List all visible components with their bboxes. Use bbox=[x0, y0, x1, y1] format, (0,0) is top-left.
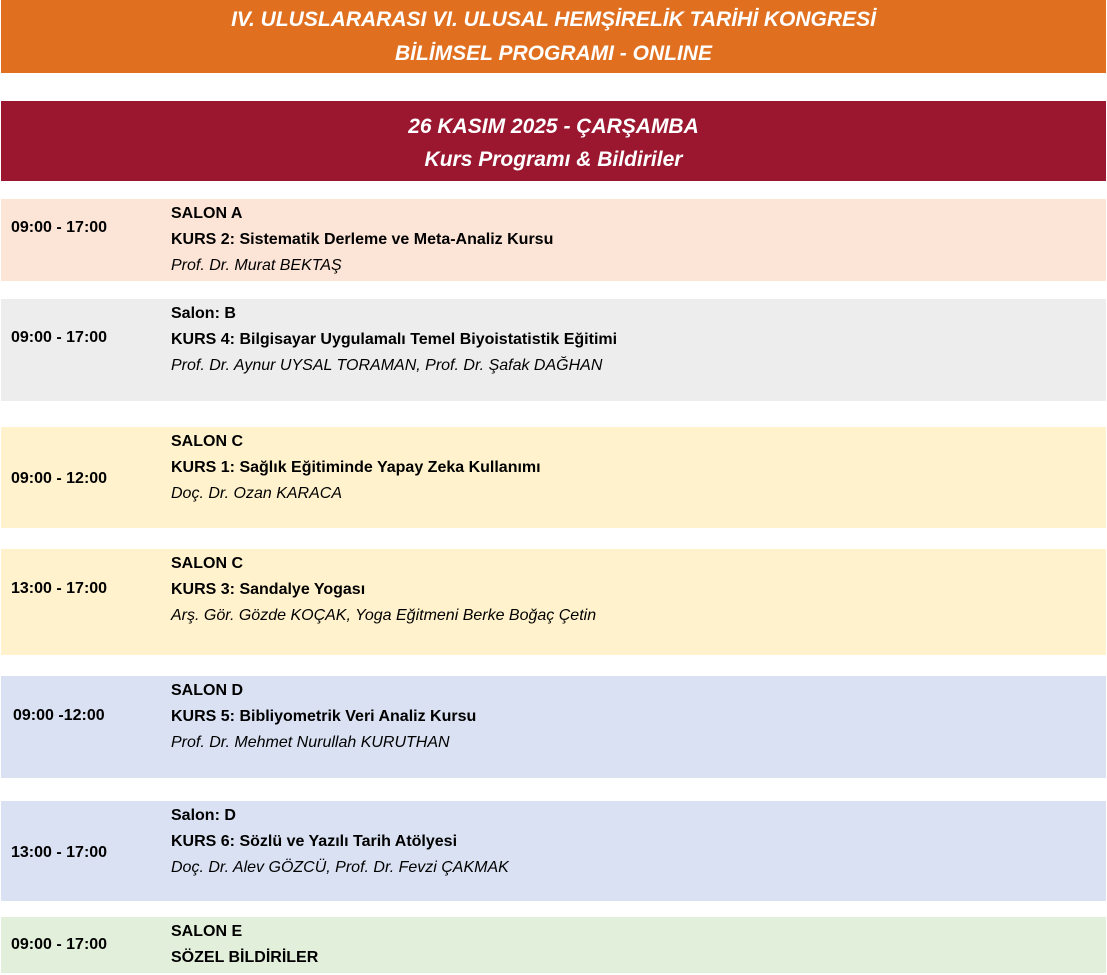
session-course: SÖZEL BİLDİRİLER bbox=[171, 949, 319, 966]
session-salon: Salon: D bbox=[171, 807, 236, 824]
session-salon: SALON D bbox=[171, 682, 243, 699]
day-banner bbox=[1, 101, 1106, 181]
day-subtitle: Kurs Programı & Bildiriler bbox=[424, 148, 683, 171]
session-salon: Salon: B bbox=[171, 305, 236, 322]
session-row-salon-d-afternoon bbox=[1, 801, 1106, 901]
session-course: KURS 1: Sağlık Eğitiminde Yapay Zeka Kullanımı bbox=[171, 459, 541, 476]
session-details bbox=[171, 555, 596, 633]
session-instructors: Prof. Dr. Mehmet Nurullah KURUTHAN bbox=[171, 734, 450, 751]
congress-title-banner bbox=[1, 0, 1106, 73]
session-course: KURS 6: Sözlü ve Yazılı Tarih Atölyesi bbox=[171, 833, 458, 850]
session-instructors: Doç. Dr. Ozan KARACA bbox=[171, 485, 343, 502]
session-row-salon-d-morning bbox=[1, 676, 1106, 778]
session-time: 09:00 - 17:00 bbox=[11, 329, 108, 346]
session-details bbox=[171, 305, 617, 383]
session-details bbox=[171, 205, 553, 283]
session-instructors: Arş. Gör. Gözde KOÇAK, Yoga Eğitmeni Berke Boğaç Çetin bbox=[171, 607, 597, 624]
session-details bbox=[171, 433, 541, 511]
session-salon: SALON A bbox=[171, 205, 243, 222]
session-instructors: Prof. Dr. Murat BEKTAŞ bbox=[171, 257, 342, 274]
session-row-salon-c-morning bbox=[1, 427, 1106, 528]
session-salon: SALON E bbox=[171, 923, 243, 940]
session-course: KURS 2: Sistematik Derleme ve Meta-Analiz Kursu bbox=[171, 231, 554, 248]
session-time: 09:00 - 17:00 bbox=[11, 936, 108, 953]
session-row-salon-e bbox=[1, 917, 1106, 973]
day-date: 26 KASIM 2025 - ÇARŞAMBA bbox=[408, 115, 699, 138]
session-course: KURS 3: Sandalye Yogası bbox=[171, 581, 366, 598]
session-instructors: Doç. Dr. Alev GÖZCÜ, Prof. Dr. Fevzi ÇAKMAK bbox=[171, 859, 509, 876]
session-row-salon-b bbox=[1, 299, 1106, 401]
session-time: 13:00 - 17:00 bbox=[11, 580, 108, 597]
session-time: 09:00 - 12:00 bbox=[11, 470, 108, 487]
session-details bbox=[171, 923, 318, 975]
session-instructors: Prof. Dr. Aynur UYSAL TORAMAN, Prof. Dr. Şafak DAĞHAN bbox=[171, 357, 603, 374]
session-time: 09:00 - 17:00 bbox=[11, 219, 108, 236]
session-details bbox=[171, 682, 476, 760]
session-salon: SALON C bbox=[171, 555, 243, 572]
session-row-salon-c-afternoon bbox=[1, 549, 1106, 655]
session-details bbox=[171, 807, 509, 885]
session-salon: SALON C bbox=[171, 433, 243, 450]
program-subtitle: BİLİMSEL PROGRAMI - ONLINE bbox=[395, 42, 712, 65]
session-course: KURS 4: Bilgisayar Uygulamalı Temel Biyoistatistik Eğitimi bbox=[171, 331, 618, 348]
session-time: 13:00 - 17:00 bbox=[11, 844, 108, 861]
congress-title: IV. ULUSLARARASI VI. ULUSAL HEMŞİRELİK TARİHİ KONGRESİ bbox=[231, 8, 876, 31]
session-row-salon-a bbox=[1, 199, 1106, 281]
session-course: KURS 5: Bibliyometrik Veri Analiz Kursu bbox=[171, 708, 477, 725]
session-time: 09:00 -12:00 bbox=[13, 707, 105, 724]
